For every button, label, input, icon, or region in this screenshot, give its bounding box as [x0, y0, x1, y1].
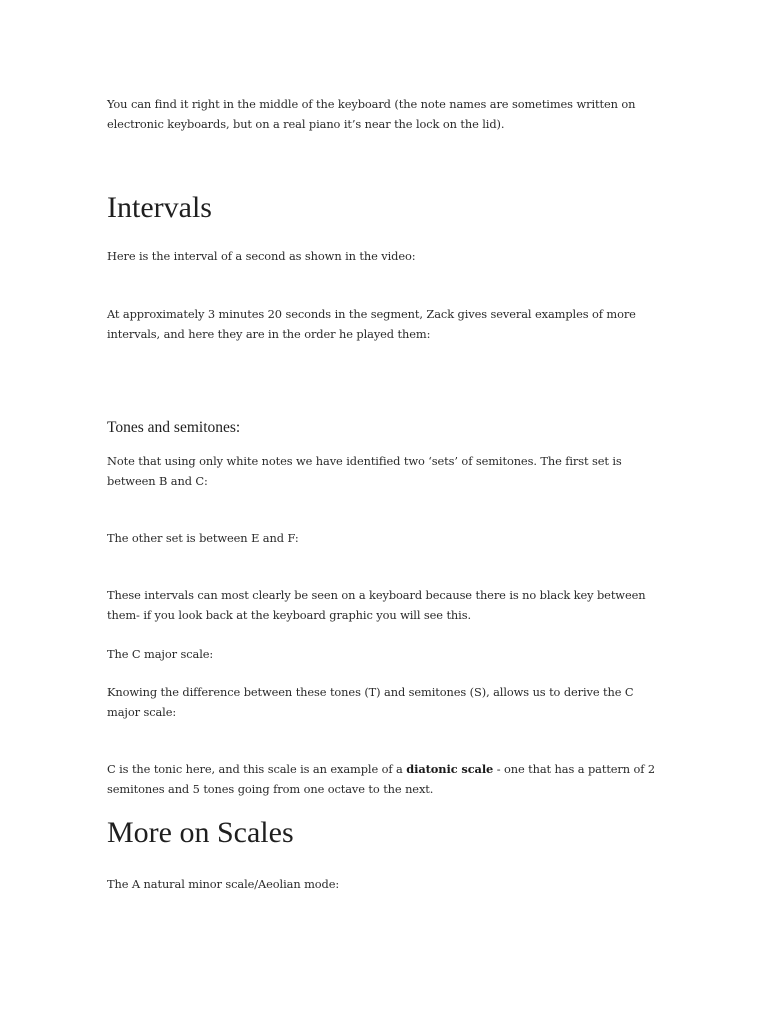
paragraph-keyboard-location: You can find it right in the middle of the keyboard (the note names are sometimes written on electronic keyboards, but on a real piano it’s near the lock on the lid).: [107, 97, 636, 131]
heading-intervals: Intervals: [107, 191, 212, 224]
tonic-text-start: C is the tonic here, and this scale is an example of a: [107, 762, 407, 776]
tonic-text-end: - one that has a pattern of 2 semitones and 5 tones going from one octave to the next.: [107, 762, 656, 796]
paragraph-c-major-scale: The C major scale:: [107, 647, 214, 661]
paragraph-white-notes: Note that using only white notes we have identified two ‘sets’ of semitones. The first set is between B and C:: [107, 454, 622, 488]
paragraph-approx-time: At approximately 3 minutes 20 seconds in the segment, Zack gives several examples of more intervals, and here they are in the order he played them:: [107, 307, 636, 341]
paragraph-tonic: [107, 759, 667, 799]
paragraph-other-set: The other set is between E and F:: [107, 531, 299, 545]
paragraph-knowing-difference: Knowing the difference between these tones (T) and semitones (S), allows us to derive the C major scale:: [107, 685, 634, 719]
heading-tones-semitones: Tones and semitones:: [107, 419, 241, 436]
heading-more-on-scales: More on Scales: [107, 816, 294, 849]
paragraph-a-natural-minor: The A natural minor scale/Aeolian mode:: [107, 877, 340, 891]
paragraph-these-intervals: These intervals can most clearly be seen on a keyboard because there is no black key between them- if you look back at the keyboard graphic you will see this.: [107, 588, 646, 622]
diatonic-scale-term: diatonic scale: [406, 762, 494, 776]
paragraph-interval-second: Here is the interval of a second as shown in the video:: [107, 249, 416, 263]
